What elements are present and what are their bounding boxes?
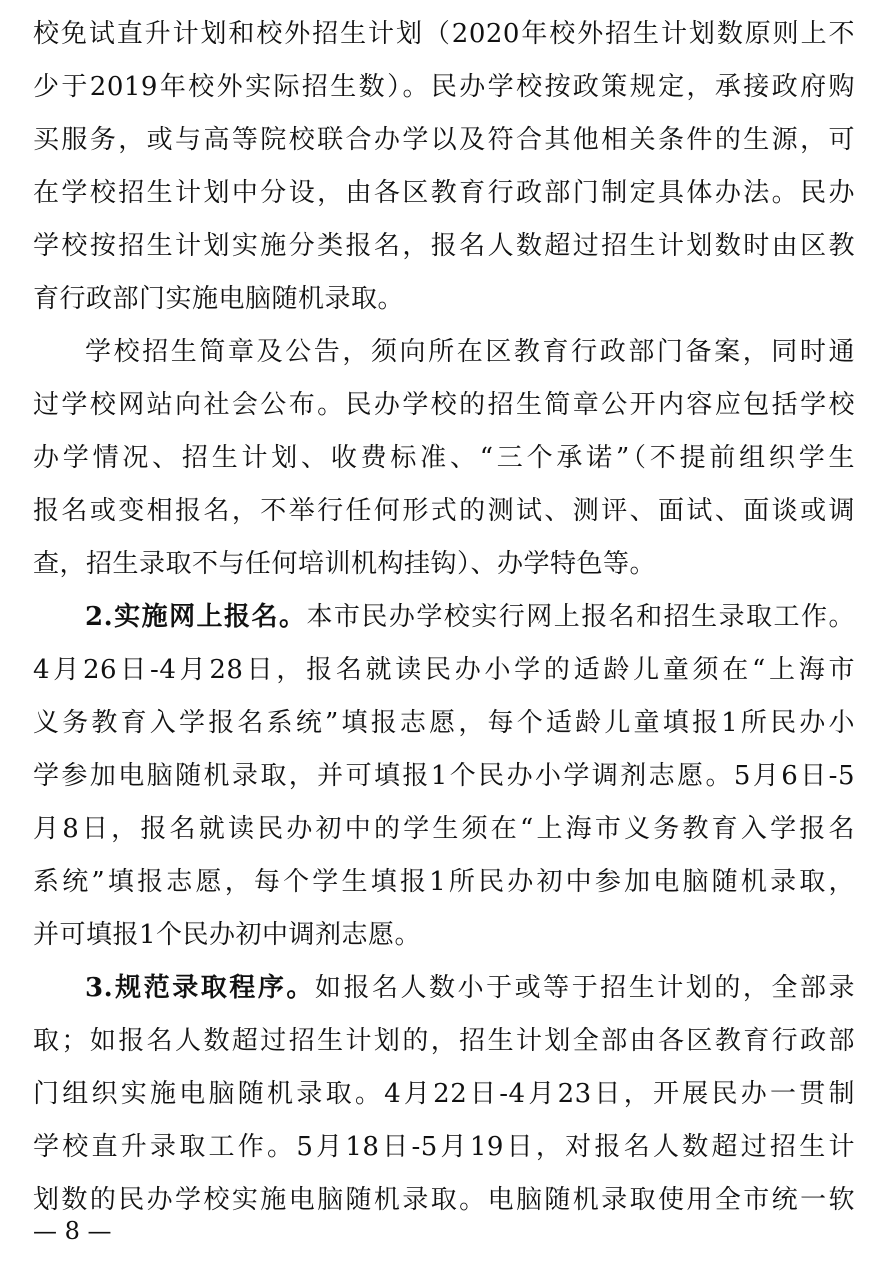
text-line: 划数的民办学校实施电脑随机录取。电脑随机录取使用全市统一软: [33, 1185, 855, 1215]
paragraph-1: [33, 8, 855, 326]
text-line: 4月26日-4月28日，报名就读民办小学的适龄儿童须在“上海市: [33, 655, 855, 685]
paragraph-3: [33, 591, 855, 962]
text-line: 义务教育入学报名系统”填报志愿，每个适龄儿童填报1所民办小: [33, 708, 855, 738]
text-line: 少于2019年校外实际招生数）。民办学校按政策规定，承接政府购: [33, 72, 855, 102]
paragraph-4: [33, 962, 855, 1227]
text-line: 育行政部门实施电脑随机录取。: [33, 284, 405, 314]
text-line: 在学校招生计划中分设，由各区教育行政部门制定具体办法。民办: [33, 178, 855, 208]
text-line: 取；如报名人数超过招生计划的，招生计划全部由各区教育行政部: [33, 1026, 855, 1056]
text-line: 月8日，报名就读民办初中的学生须在“上海市义务教育入学报名: [33, 814, 855, 844]
text-line: 过学校网站向社会公布。民办学校的招生简章公开内容应包括学校: [33, 390, 855, 420]
text-line: 校免试直升计划和校外招生计划（2020年校外招生计划数原则上不: [33, 19, 855, 49]
text-line: 学校招生简章及公告，须向所在区教育行政部门备案，同时通: [85, 337, 855, 367]
text-line: 系统”填报志愿，每个学生填报1所民办初中参加电脑随机录取，: [33, 867, 855, 897]
text-line: 办学情况、招生计划、收费标准、“三个承诺”（不提前组织学生: [33, 443, 855, 473]
section-heading: 3.规范录取程序。: [85, 973, 315, 1003]
text-line: 买服务，或与高等院校联合办学以及符合其他相关条件的生源，可: [33, 125, 855, 155]
text-line: [33, 591, 855, 644]
page-number: — 8 —: [33, 1217, 112, 1245]
heading-line-text: 本市民办学校实行网上报名和招生录取工作。: [306, 602, 855, 632]
text-line: [33, 962, 855, 1015]
text-line: 学校直升录取工作。5月18日-5月19日，对报名人数超过招生计: [33, 1132, 855, 1162]
heading-line-text: 如报名人数小于或等于招生计划的，全部录: [314, 973, 855, 1003]
text-line: 并可填报1个民办初中调剂志愿。: [33, 920, 422, 950]
paragraph-2: [33, 326, 855, 591]
body-text: [33, 8, 855, 1227]
section-heading: 2.实施网上报名。: [85, 602, 307, 632]
text-line: 学参加电脑随机录取，并可填报1个民办小学调剂志愿。5月6日-5: [33, 761, 855, 791]
text-line: 门组织实施电脑随机录取。4月22日-4月23日，开展民办一贯制: [33, 1079, 855, 1109]
text-line: 报名或变相报名，不举行任何形式的测试、测评、面试、面谈或调: [33, 496, 855, 526]
text-line: 学校按招生计划实施分类报名，报名人数超过招生计划数时由区教: [33, 231, 855, 261]
text-line: 查，招生录取不与任何培训机构挂钩）、办学特色等。: [33, 549, 657, 579]
